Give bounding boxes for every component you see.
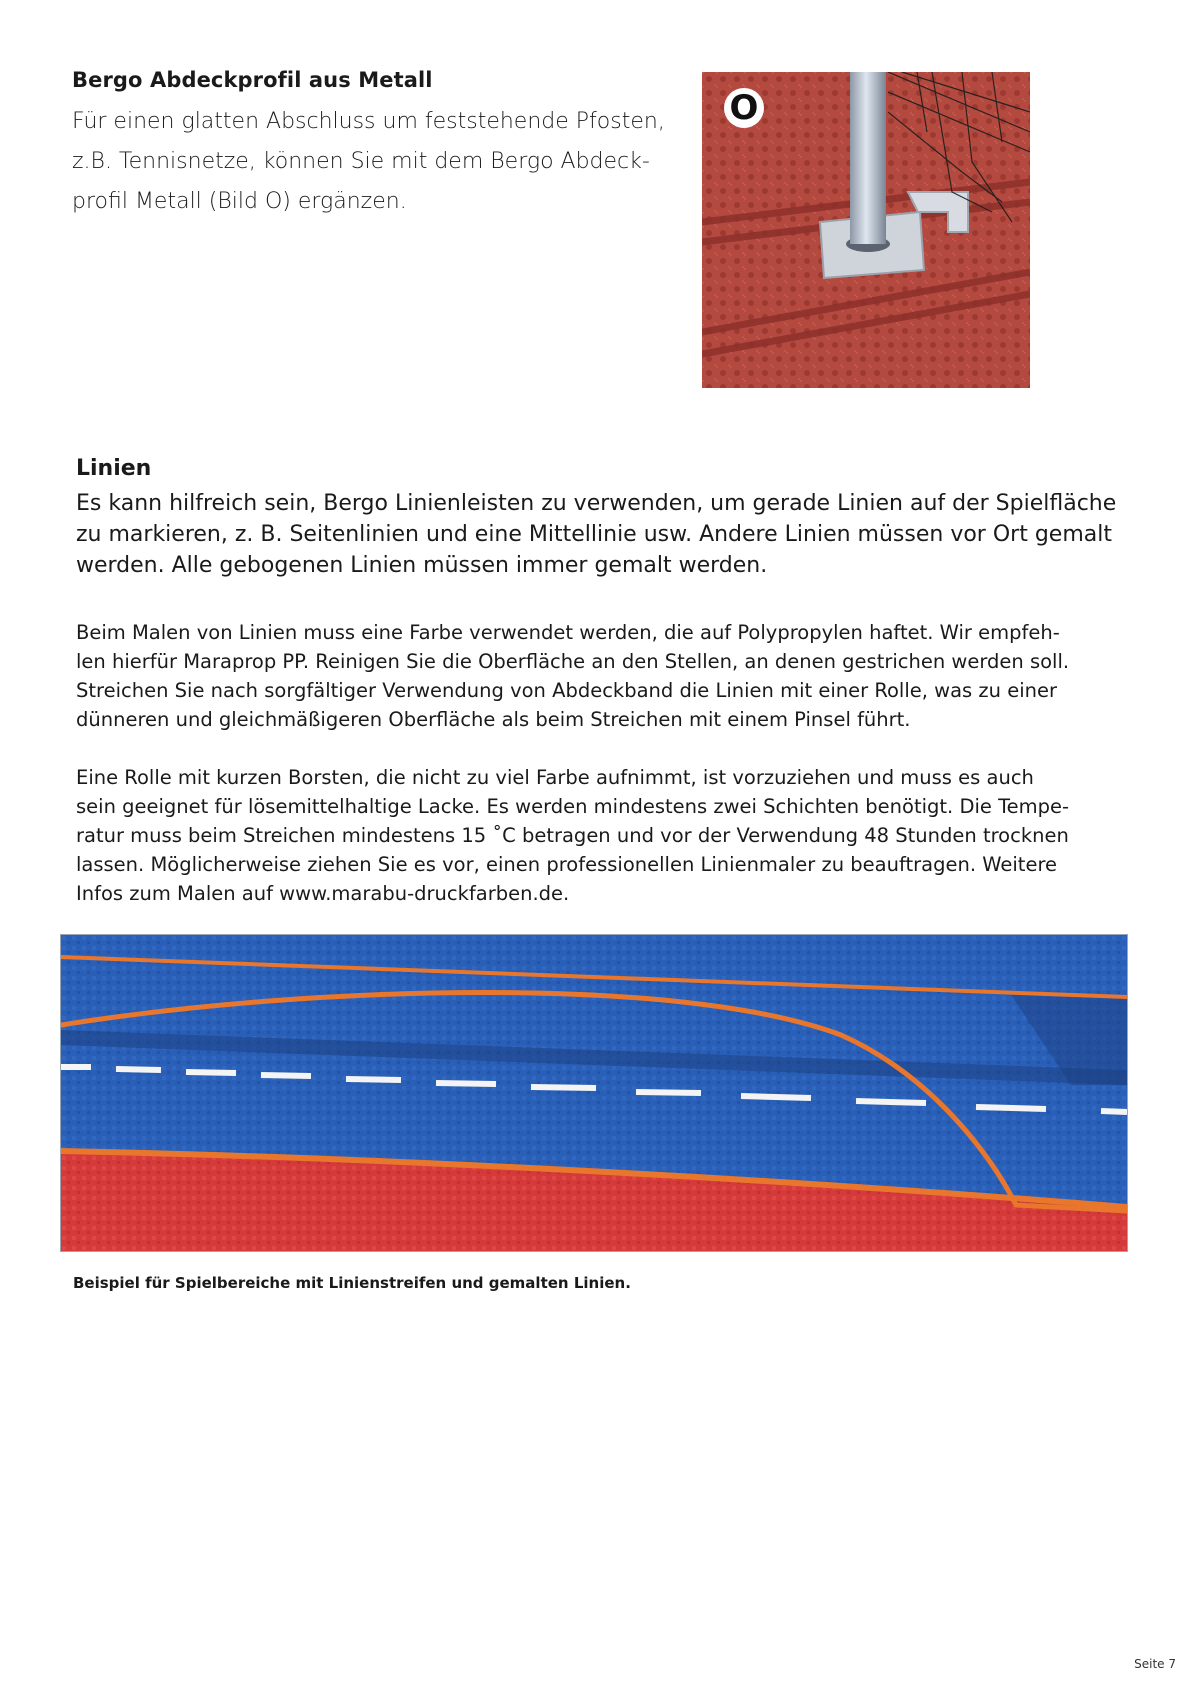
court-photo-illustration [61, 935, 1127, 1251]
photo-metal-cover-profile [702, 72, 1030, 388]
intro-line: zu markieren, z. B. Seitenlinien und eine Mittellinie usw. Andere Linien müssen vor Ort gemalt [76, 522, 1112, 547]
paragraph-line: Streichen Sie nach sorgfältiger Verwendung von Abdeckband die Linien mit einer Rolle, was zu einer [76, 679, 1057, 702]
section-body-abdeckprofil [72, 102, 672, 222]
body-line: z.B. Tennisnetze, können Sie mit dem Bergo Abdeck- [72, 149, 650, 174]
section-intro-linien [76, 488, 1136, 581]
section-title-linien: Linien [76, 456, 152, 481]
paragraph-line: Infos zum Malen auf www.marabu-druckfarben.de. [76, 882, 570, 905]
paragraph-line: lassen. Möglicherweise ziehen Sie es vor, einen professionellen Linienmaler zu beauftragen. Weitere [76, 853, 1058, 876]
page-number: Seite 7 [1134, 1657, 1176, 1671]
section-title-abdeckprofil: Bergo Abdeckprofil aus Metall [72, 68, 433, 92]
image-label-badge: O [724, 88, 764, 128]
intro-line: Es kann hilfreich sein, Bergo Linienleisten zu verwenden, um gerade Linien auf der Spielfläche [76, 491, 1117, 516]
paragraph-line: Eine Rolle mit kurzen Borsten, die nicht zu viel Farbe aufnimmt, ist vorzuziehen und muss es auch [76, 766, 1034, 789]
paragraph-line: dünneren und gleichmäßigeren Oberfläche als beim Streichen mit einem Pinsel führt. [76, 708, 911, 731]
intro-line: werden. Alle gebogenen Linien müssen immer gemalt werden. [76, 553, 768, 578]
paragraph-line: sein geeignet für lösemittelhaltige Lacke. Es werden mindestens zwei Schichten benötigt. Die Tempe- [76, 795, 1070, 818]
paragraph-line: ratur muss beim Streichen mindestens 15 ˚C betragen und vor der Verwendung 48 Stunden trocknen [76, 824, 1069, 847]
paragraph-painting [76, 618, 1136, 734]
body-line: profil Metall (Bild O) ergänzen. [72, 189, 407, 214]
paragraph-roller [76, 763, 1136, 908]
image-caption: Beispiel für Spielbereiche mit Linienstreifen und gemalten Linien. [73, 1274, 631, 1292]
paragraph-line: len hierfür Maraprop PP. Reinigen Sie die Oberfläche an den Stellen, an denen gestrichen werden soll. [76, 650, 1070, 673]
body-line: Für einen glatten Abschluss um feststehende Pfosten, [72, 109, 665, 134]
photo-court-lines [60, 934, 1128, 1252]
paragraph-line: Beim Malen von Linien muss eine Farbe verwendet werden, die auf Polypropylen haftet. Wir empfeh- [76, 621, 1060, 644]
